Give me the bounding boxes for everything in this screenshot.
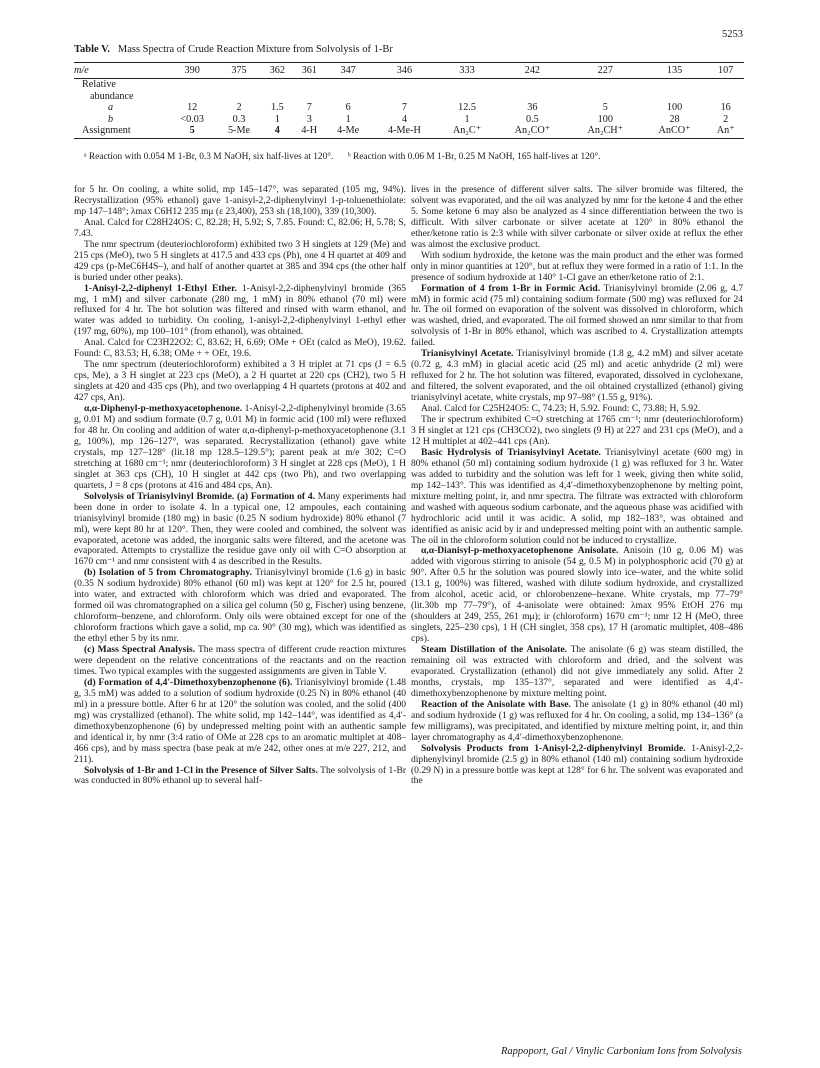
paragraph-text: The solvolysis of 1-Br was conducted in 80% ethanol up to several half- bbox=[74, 764, 407, 787]
table-cell: 12 bbox=[187, 102, 198, 114]
table-row bbox=[74, 102, 744, 113]
paragraph bbox=[74, 492, 406, 569]
paragraph-text: for 5 hr. On cooling, a white solid, mp 145–147°, was separated (105 mg, 94%). Recrystallization (95% ethanol) gave 1-anisyl-2,2-diphenylvinyl 1-p-toluenethiolate: mp 147–148°; λmax C6H12 235 mμ (ε 23,400), 253 sh (18,100), 339 (10,300). bbox=[74, 184, 406, 217]
header-cell: 375 bbox=[216, 63, 261, 79]
table-cell: 4-Me-H bbox=[371, 125, 438, 139]
paragraph-heading: Solvolysis of Trianisylvinyl Bromide. (a) Formation of 4. bbox=[84, 490, 315, 502]
table-caption-label: Table V. bbox=[74, 44, 110, 55]
table-cell: 1.5 bbox=[270, 102, 284, 114]
row-label: Relative bbox=[82, 79, 116, 91]
paragraph-text: Trianisylvinyl bromide (2.06 g, 4.7 mM) in formic acid (75 ml) containing sodium formate (500 mg) was refluxed for 24 hr. The oil formed on evaporation of the solvent was dissolved in chloroform, which was washed, dried, and evaporated. The oil formed showed an nmr similar to that from solvolysis of 1-Br in 80% ethanol, which was ascribed to 4. Crystallization attempts failed. bbox=[411, 282, 744, 349]
table-cell: 2 bbox=[236, 102, 242, 114]
paragraph-heading: Steam Distillation of the Anisolate. bbox=[421, 644, 568, 656]
header-cell: 347 bbox=[325, 63, 370, 79]
table-cell: An₂CH⁺ bbox=[569, 125, 642, 139]
paragraph-heading: Basic Hydrolysis of Trianisylvinyl Acetate. bbox=[421, 446, 601, 458]
table-cell: 100 bbox=[597, 113, 613, 125]
paragraph-heading: Formation of 4 from 1-Br in Formic Acid. bbox=[421, 282, 601, 294]
table-cell: 7 bbox=[306, 102, 312, 114]
paragraph-text: With sodium hydroxide, the ketone was the main product and the ether was formed only in minor quantities at 120°, but at reflux they were formed in a ratio of 1:1. In the presence of sodium hydroxide at 140° 1-Cl gave an ether/ketone ratio of 2:1. bbox=[411, 249, 743, 283]
table-cell: 3 bbox=[306, 113, 312, 125]
paragraph bbox=[74, 218, 406, 240]
table-footnote-a: ᵃ Reaction with 0.054 M 1-Br, 0.3 M NaOH, six half-lives at 120°. bbox=[84, 152, 334, 162]
paragraph-text: Anal. Calcd for C23H22O2: C, 83.62; H, 6.69; OMe + OEt (calcd as MeO), 19.62. Found: C, 83.53; H, 6.38; OMe + + OEt, 19.6. bbox=[74, 337, 406, 360]
left-text-column bbox=[74, 185, 406, 787]
paragraph-text: 1-Anisyl-2,2-diphenylvinyl bromide (3.65 g, 0.01 M) and sodium formate (0.7 g, 0.01 M) in formic acid (100 ml) were refluxed for 48 hr. On cooling and addition of water α,α-diphenyl-p-methoxyacetophenone (3.1 g, 100%), mp 126–127°, was separated. Recrystallization (ethanol) gave white crystals, mp 127–128° (lit.18 mp 128.5–129.5°); parent peak at m/e 302; C=O stretching at 1680 cm⁻¹; nmr (deuteriochloroform) 3 H singlet at 228 cps (MeO), 1 H singlet at 363 cps (CH), 10 H singlet at 442 cps (two Ph), and two overlapping quartets, J = 8 cps (protons at 416 and 484 cps, An). bbox=[74, 403, 406, 491]
paragraph-text: Trianisylvinyl acetate (600 mg) in 80% ethanol (50 ml) containing sodium hydroxide (1 g) was refluxed for 3 hr. Water was added to turbidity and the solution was left for 1 week, giving then white solid, mp 142–143°. This was identified as 4,4′-dimethoxybenzophenone by melting point, mixture melting point, ir, and nmr spectra. The filtrate was extracted with chloroform and washed with aqueous sodium carbonate, and the aqueous phase was acidified with hydrochloric acid until it was acidic. A solid, mp 182–183°, was obtained and identified as anisic acid by ir and undepressed melting point with an authentic sample. The oil in the chloroform solution could not be induced to crystallize. bbox=[411, 446, 743, 546]
paragraph-text: Anal. Calcd for C25H24O5: C, 74.23; H, 5.92. Found: C, 73.88; H, 5.92. bbox=[421, 403, 701, 415]
table-cell: 12.5 bbox=[458, 102, 476, 114]
table-cell: An₂C⁺ bbox=[438, 125, 496, 139]
paragraph-heading: 1-Anisyl-2,2-diphenyl 1-Ethyl Ether. bbox=[84, 282, 237, 294]
table-cell: An₂CO⁺ bbox=[496, 125, 569, 139]
table-footnotes bbox=[84, 152, 754, 163]
paragraph-text: The anisolate (6 g) was steam distilled, the remaining oil was extracted with chloroform and dried, and the solvent was evaporated. Crystallization (ethanol) did not give immediately any solid. After 2 months, crystals, mp 135–137°, separated and were identified as 4,4′-dimethoxybenzophenone by mixture melting point. bbox=[411, 644, 743, 699]
header-cell: m/e bbox=[74, 63, 168, 79]
paragraph bbox=[411, 448, 743, 547]
mass-spectra-table bbox=[74, 62, 744, 139]
paragraph-heading: α,α-Dianisyl-p-methoxyacetophenone Anisolate. bbox=[421, 545, 619, 557]
paragraph bbox=[74, 240, 406, 284]
table-row bbox=[74, 79, 744, 91]
paragraph bbox=[74, 404, 406, 492]
table-cell: An⁺ bbox=[707, 125, 744, 139]
paragraph bbox=[411, 415, 743, 448]
paragraph-text: Trianisylvinyl bromide (1.8 g, 4.2 mM) and silver acetate (0.72 g, 4.3 mM) in glacial acetic acid (25 ml) and acetic anhydride (2 ml) were refluxed for 2 hr. The hot solution was filtered, evaporated, dissolved in cyclohexane, and filtered, the solvent evaporated, and the oil obtained crystallized (ethanol) giving trianisylvinyl acetate, white crystals, mp 97–98° (1.55 g, 91%). bbox=[411, 348, 743, 404]
table-cell: 2 bbox=[723, 113, 729, 125]
paragraph-text: 1-Anisyl-2,2-diphenylvinyl bromide (2.5 g) in 80% ethanol (140 ml) containing sodium hydroxide (0.29 N) in a pressure bottle was kept at 128° for 6 hr. The solvent was evaporated and the bbox=[411, 742, 743, 787]
paragraph-text: Many experiments had been done in order to isolate 4. In a typical one, 12 ampoules, each containing trianisylvinyl bromide (180 mg) in basic (0.25 N sodium hydroxide) 80% ethanol (7 ml), were kept 80 hr at 120°. Then, they were cooled and combined, the solvent was evaporated, acetone was added, the inorganic salts were filtered, and the acetone was evaporated. Attempts to crystallize the residue gave only oil with C=O absorption at 1670 cm⁻¹ and nmr consistent with 4 as described in the Results. bbox=[74, 490, 406, 568]
table-cell: 5 bbox=[168, 125, 216, 139]
header-cell: 361 bbox=[293, 63, 326, 79]
paragraph bbox=[411, 700, 743, 744]
page-number: 5253 bbox=[722, 29, 743, 40]
paragraph bbox=[74, 338, 406, 360]
table-cell: 36 bbox=[527, 102, 538, 114]
paragraph bbox=[74, 360, 406, 404]
table-cell: 1 bbox=[464, 113, 470, 125]
header-cell: 362 bbox=[262, 63, 293, 79]
header-cell: 242 bbox=[496, 63, 569, 79]
paragraph bbox=[411, 645, 743, 700]
right-text-column bbox=[411, 185, 743, 787]
paragraph-text: The anisolate (1 g) in 80% ethanol (40 ml) and sodium hydroxide (1 g) was refluxed for 4 hr. On cooling, a solid, mp 134–136° (a few milligrams), was precipitated, and identified by mixture melting point, ir, and thin layer chromatography as 4,4′-dimethoxybenzophenone. bbox=[411, 698, 743, 743]
paragraph-text: The mass spectra of different crude reaction mixtures were dependent on the relative concentrations of the reactants and on the reaction times. Two typical examples with the suggested assignments are given in Table V. bbox=[74, 644, 406, 677]
paragraph-text: lives in the presence of different silver salts. The silver bromide was filtered, the solvent was evaporated, and the oil was analyzed by nmr for the ketone 4 and the ether 5. Some ketone 6 may also be analyzed as 4 since differentiation between the two is difficult. With silver carbonate or silver acetate at 120° in 80% ethanol the ether/ketone ratio is 2:3 while with silver carbonate or silver oxide at reflux the ether was almost the exclusive product. bbox=[411, 184, 743, 250]
row-label: b bbox=[108, 113, 114, 125]
table-cell: 5 bbox=[602, 102, 608, 114]
table-cell: <0.03 bbox=[180, 113, 204, 125]
row-label: abundance bbox=[90, 90, 134, 102]
table-cell: 28 bbox=[669, 113, 680, 125]
table-cell: 4-Me bbox=[325, 125, 370, 139]
paragraph-text: The ir spectrum exhibited C=O stretching at 1765 cm⁻¹; nmr (deuteriochloroform) 3 H singlet at 121 cps (CH3CO2), two singlets (9 H) at 227 and 231 cps (MeO), and a 12 H multiplet at 402–441 cps (An). bbox=[411, 414, 743, 447]
header-cell: 346 bbox=[371, 63, 438, 79]
running-footer: Rappoport, Gal / Vinylic Carbonium Ions from Solvolysis bbox=[501, 1046, 742, 1057]
table-cell: 100 bbox=[666, 102, 683, 114]
table-cell: 1 bbox=[274, 113, 280, 125]
table-row bbox=[74, 125, 744, 139]
paragraph-heading: (b) Isolation of 5 from Chromatography. bbox=[84, 567, 253, 579]
table-cell: 1 bbox=[345, 113, 351, 125]
paragraph-heading: Trianisylvinyl Acetate. bbox=[421, 348, 514, 360]
table-caption-text: Mass Spectra of Crude Reaction Mixture from Solvolysis of 1-Br bbox=[117, 44, 393, 55]
header-cell: 333 bbox=[438, 63, 496, 79]
paragraph-text: Trianisylvinyl bromide (1.6 g) in basic (0.35 N sodium hydroxide) 80% ethanol (60 ml) was kept at 120° for 2.5 hr, poured into water, and extracted with chloroform which was dried and evaporated. The formed oil was chromatographed on a silica gel column (50 g, Fischer) using benzene, chloroform–benzene, and chloroform. Only oils were obtained except for one of the chloroform fractions which gave a solid, mp ca. 90° (30 mg), which was identified as the ethyl ether 5 by its nmr. bbox=[74, 567, 406, 645]
paragraph bbox=[74, 568, 406, 645]
header-cell: 107 bbox=[707, 63, 744, 79]
paragraph-text: 1-Anisyl-2,2-diphenylvinyl bromide (365 mg, 1 mM) and silver carbonate (280 mg, 1 mM) in 80% ethanol (70 ml) were refluxed for 4 hr. The hot solution was filtered and rinsed with warm ethanol, and water was added to turbidity. On cooling, 1-anisyl-2,2-diphenylvinyl 1-ethyl ether (197 mg, 60%), mp 100–101° (from ethanol), was obtained. bbox=[74, 282, 406, 338]
table-cell: 0.3 bbox=[232, 113, 246, 125]
paragraph bbox=[411, 744, 743, 788]
table-cell: 5-Me bbox=[216, 125, 261, 139]
paragraph bbox=[74, 678, 406, 766]
paragraph-text: Anisoin (10 g, 0.06 M) was added with vigorous stirring to anisole (54 g, 0.5 M) in polyphosphoric acid (70 g) at 90°. After 0.5 hr the solution was poured slowly into ice–water, and the white solid (13.1 g, 100%) was filtered, washed with dilute sodium hydroxide, and crystallized from alcohol, acetic acid, or chlorobenzene–hexane. White crystals, mp 77–79° (lit.30b mp 77–79°), of 4-anisolate were obtained: λmax 95% EtOH 276 mμ (shoulders at 249, 255, 261 mμ); ir (chloroform) 1670 cm⁻¹; nmr 12 H (MeO, three singlets, 225–230 cps), 1 H (CH singlet, 358 cps), 17 H (aromatic multiplet, 408–486 cps). bbox=[411, 545, 743, 645]
table-cell: 0.5 bbox=[526, 113, 539, 125]
table-caption bbox=[74, 44, 393, 55]
paragraph bbox=[74, 185, 406, 218]
paragraph bbox=[411, 251, 743, 284]
paragraph-heading: α,α-Diphenyl-p-methoxyacetophenone. bbox=[84, 403, 243, 415]
paragraph-heading: Solvolysis of 1-Br and 1-Cl in the Presence of Silver Salts. bbox=[84, 764, 318, 776]
table-cell: 7 bbox=[401, 102, 407, 114]
paragraph-heading: (d) Formation of 4,4′-Dimethoxybenzophenone (6). bbox=[84, 676, 293, 688]
paragraph-text: Trianisylvinyl bromide (1.48 g, 3.5 mM) was added to a solution of sodium hydroxide (0.25 N) in 80% ethanol (40 ml) in a pressure bottle. After 6 hr at 120° the solution was cooled, and the solid (400 mg) was crystallized (ethanol). The white solid, mp 142–144°, was identified as 4,4′-dimethoxybenzophenone (6) by undepressed melting point with an authentic sample and identical ir, by nmr (3:4 ratio of OMe at 228 cps to an aromatic multiplet at 408–466 cps), and by mass spectra (base peak at m/e 242, other ones at m/e 227, 212, and 211). bbox=[74, 676, 407, 765]
paragraph bbox=[74, 284, 406, 339]
paragraph bbox=[74, 766, 406, 788]
paragraph bbox=[411, 546, 743, 645]
table-header-row bbox=[74, 63, 744, 79]
paragraph-text: The nmr spectrum (deuteriochloroform) exhibited a 3 H triplet at 71 cps (J = 6.5 cps, Me), a 3 H singlet at 223 cps (MeO), a 2 H quartet at 220 cps (CH2), two 5 H singlets at 420 and 435 cps (Ph), and two overlapping 4 H quartets (protons at 402 and 427 cps, An). bbox=[74, 359, 406, 404]
paragraph-text: Anal. Calcd for C28H24OS: C, 82.28; H, 5.92; S, 7.85. Found: C, 82.06; H, 5.78; S, 7.43. bbox=[74, 216, 406, 239]
paragraph bbox=[74, 645, 406, 678]
row-label: a bbox=[108, 102, 114, 114]
header-cell: 227 bbox=[569, 63, 642, 79]
table-row bbox=[74, 91, 744, 102]
table-cell: 6 bbox=[345, 102, 351, 114]
table-row bbox=[74, 114, 744, 125]
paragraph bbox=[411, 185, 743, 251]
row-label: Assignment bbox=[74, 125, 168, 139]
paragraph-text: The nmr spectrum (deuteriochloroform) exhibited two 3 H singlets at 129 (Me) and 215 cps (MeO), two 5 H singlets at 417.5 and 433 cps (Ph), one 4 H quartet at 409 and 429 cps (p-MeC6H4S–), and half of another quartet at 385 and 394 cps (the other half is buried under other peaks). bbox=[74, 238, 406, 283]
table-footnote-b: ᵇ Reaction with 0.06 M 1-Br, 0.25 M NaOH, 165 half-lives at 120°. bbox=[347, 152, 601, 162]
header-cell: 135 bbox=[642, 63, 708, 79]
paragraph bbox=[411, 284, 743, 350]
table-cell: AnCO⁺ bbox=[642, 125, 708, 139]
table-cell: 4 bbox=[401, 113, 407, 125]
table-cell: 4-H bbox=[293, 125, 326, 139]
paragraph bbox=[411, 349, 743, 404]
paragraph-heading: Reaction of the Anisolate with Base. bbox=[421, 698, 571, 710]
paragraph-heading: (c) Mass Spectral Analysis. bbox=[84, 644, 196, 656]
table-cell: 16 bbox=[720, 102, 731, 114]
header-cell: 390 bbox=[168, 63, 216, 79]
table-cell: 4 bbox=[262, 125, 293, 139]
paragraph-heading: Solvolysis Products from 1-Anisyl-2,2-diphenylvinyl Bromide. bbox=[421, 742, 686, 754]
